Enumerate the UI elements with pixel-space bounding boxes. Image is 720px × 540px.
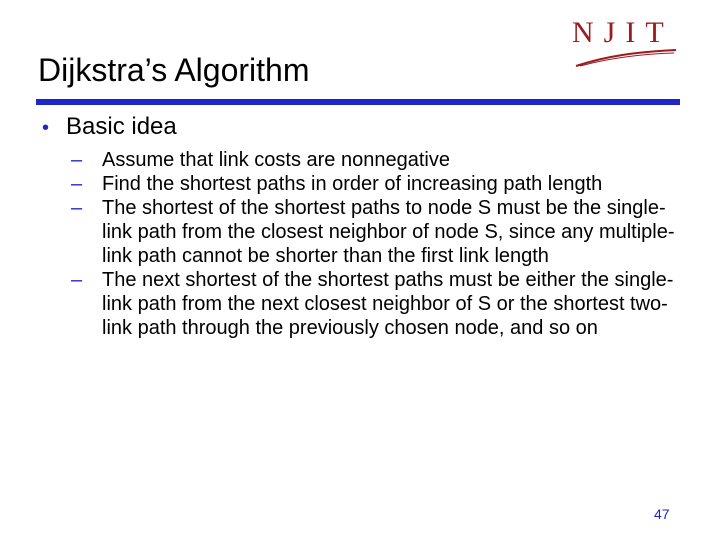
sub-bullet-item [68, 196, 688, 268]
page-number: 47 [654, 506, 670, 522]
sub-bullet-marker: – [71, 149, 83, 171]
bullet-marker: • [42, 117, 50, 139]
bullet-item [42, 112, 177, 143]
sub-bullet-marker: – [71, 197, 83, 219]
logo [566, 10, 678, 70]
sub-bullet-marker: – [71, 173, 83, 195]
sub-bullet-item [68, 172, 688, 196]
sub-bullet-text: The shortest of the shortest paths to node S must be the single-link path from the closest neighbor of node S, since any multiple-link path cannot be shorter than the first link length [102, 197, 675, 267]
logo-swoosh-icon [566, 10, 678, 70]
title-divider [36, 99, 680, 105]
sub-bullet-text: Assume that link costs are nonnegative [102, 149, 450, 171]
sub-bullet-text: The next shortest of the shortest paths must be either the single-link path from the next closest neighbor of S or the shortest two-link path through the previously chosen node, and so on [102, 269, 674, 339]
logo-text: NJIT [572, 16, 674, 49]
page-title: Dijkstra’s Algorithm [38, 52, 310, 88]
sub-bullet-item [68, 268, 688, 340]
sub-bullet-text: Find the shortest paths in order of increasing path length [102, 173, 603, 195]
bullet-text: Basic idea [66, 113, 177, 140]
sub-bullet-list [68, 148, 688, 340]
sub-bullet-item [68, 148, 688, 172]
sub-bullet-marker: – [71, 269, 83, 291]
